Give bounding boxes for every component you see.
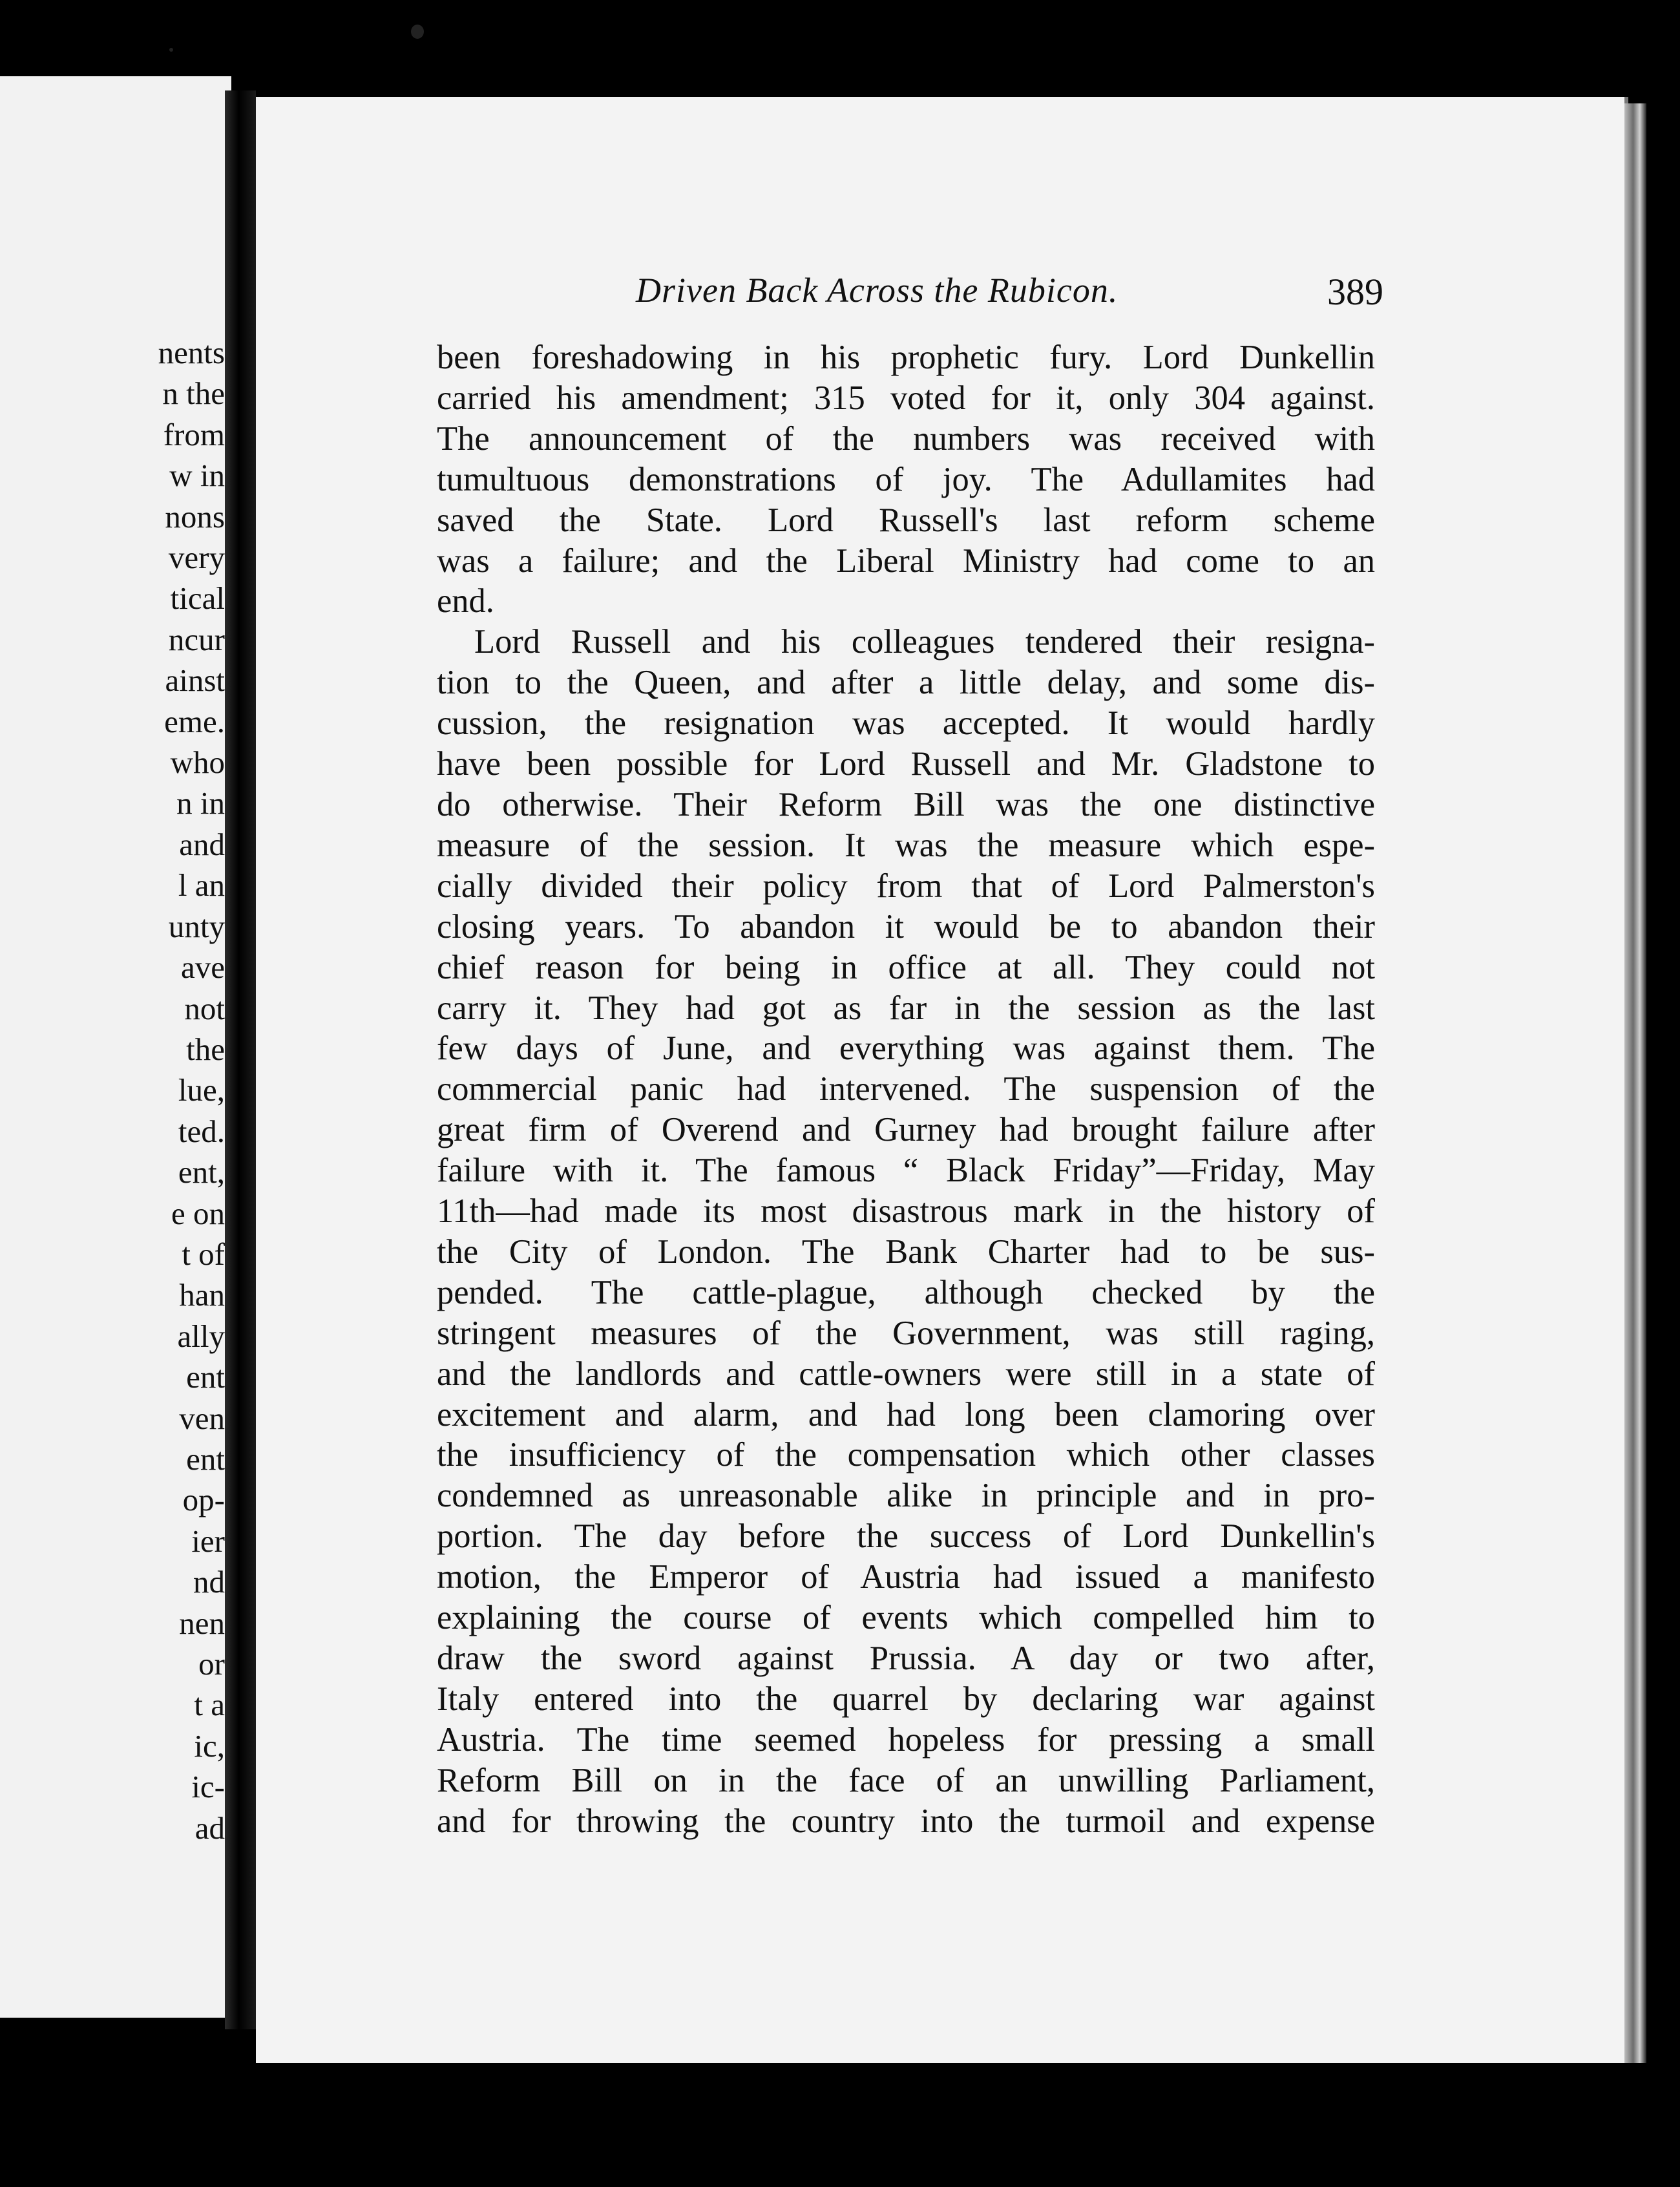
text-line: saved the State. Lord Russell's last reform scheme (437, 501, 1375, 539)
text-line: measure of the session. It was the measure which espe- (437, 826, 1375, 864)
text-line: stringent measures of the Government, was still raging, (437, 1314, 1375, 1352)
dust-speck (169, 48, 173, 52)
text-line: failure with it. The famous “ Black Friday”—Friday, May (437, 1152, 1375, 1190)
text-line: carry it. They had got as far in the session as the last (437, 989, 1375, 1027)
previous-page-line: l an (178, 867, 225, 903)
running-head: Driven Back Across the Rubicon. (636, 271, 1118, 310)
previous-page-line: nd (193, 1564, 225, 1600)
text-line: cially divided their policy from that of Lord Palmerston's (437, 867, 1375, 905)
text-line: do otherwise. Their Reform Bill was the one distinctive (437, 785, 1375, 823)
text-line: was a failure; and the Liberal Ministry had come to an (437, 542, 1375, 580)
text-line: and for throwing the country into the turmoil and expense (437, 1802, 1375, 1840)
previous-page-text (158, 332, 225, 1848)
text-line: motion, the Emperor of Austria had issued a manifesto (437, 1558, 1375, 1596)
previous-page-fragment (0, 76, 231, 2018)
previous-page-line: ent (186, 1359, 225, 1395)
text-line: commercial panic had intervened. The suspension of the (437, 1070, 1375, 1108)
previous-page-line: the (186, 1031, 225, 1067)
previous-page-line: ic- (191, 1769, 225, 1805)
previous-page-line: ncur (168, 621, 225, 657)
previous-page-line: unty (168, 908, 225, 944)
text-line: the insufficiency of the compensation which other classes (437, 1436, 1375, 1474)
text-line: condemned as unreasonable alike in principle and in pro- (437, 1477, 1375, 1515)
text-line: carried his amendment; 315 voted for it, only 304 against. (437, 379, 1375, 417)
previous-page-line: op- (182, 1482, 225, 1518)
previous-page-line: ad (194, 1810, 225, 1846)
previous-page-line: nen (179, 1605, 225, 1641)
text-line: end. (437, 582, 494, 620)
previous-page-line: n in (176, 785, 225, 821)
previous-page-line: e on (171, 1195, 225, 1231)
binding-gutter (225, 90, 256, 2029)
previous-page-line: ted. (178, 1113, 225, 1149)
page-edge (1624, 103, 1646, 2063)
text-line: The announcement of the numbers was received with (437, 419, 1375, 458)
body-text (437, 337, 1375, 1842)
text-line: have been possible for Lord Russell and Mr. Gladstone to (437, 745, 1375, 783)
text-line: chief reason for being in office at all. They could not (437, 948, 1375, 986)
previous-page-line: eme. (164, 703, 225, 739)
text-line: great firm of Overend and Gurney had brought failure after (437, 1111, 1375, 1149)
text-line: Austria. The time seemed hopeless for pressing a small (437, 1720, 1375, 1759)
text-line: the City of London. The Bank Charter had to be sus- (437, 1232, 1375, 1271)
text-line: Lord Russell and his colleagues tendered their resigna- (474, 623, 1375, 661)
text-line: and the landlords and cattle-owners were still in a state of (437, 1355, 1375, 1393)
previous-page-line: very (168, 540, 225, 576)
previous-page-line: ic, (194, 1727, 225, 1764)
previous-page-line: ier (191, 1523, 225, 1559)
text-line: Italy entered into the quarrel by declaring war against (437, 1680, 1375, 1718)
previous-page-line: who (170, 745, 225, 781)
page-number: 389 (1327, 271, 1383, 313)
previous-page-line: nons (165, 498, 225, 534)
text-line: closing years. To abandon it would be to abandon their (437, 907, 1375, 946)
text-line: pended. The cattle-plague, although checked by the (437, 1273, 1375, 1311)
previous-page-line: or (198, 1646, 225, 1682)
previous-page-line: ent, (178, 1154, 225, 1190)
previous-page-line: w in (169, 458, 225, 494)
previous-page-line: ainst (165, 662, 225, 699)
text-line: portion. The day before the success of Lord Dunkellin's (437, 1517, 1375, 1556)
text-line: explaining the course of events which compelled him to (437, 1599, 1375, 1637)
previous-page-line: han (179, 1277, 225, 1313)
text-line: Reform Bill on in the face of an unwilling Parliament, (437, 1761, 1375, 1799)
text-line: 11th—had made its most disastrous mark in the history of (437, 1192, 1375, 1231)
text-line: tion to the Queen, and after a little delay, and some dis- (437, 664, 1375, 702)
text-line: draw the sword against Prussia. A day or two after, (437, 1640, 1375, 1677)
previous-page-line: from (163, 416, 225, 452)
previous-page-line: not (184, 990, 225, 1026)
previous-page-line: lue, (178, 1072, 225, 1108)
previous-page-line: ave (181, 949, 225, 986)
previous-page-line: ent (186, 1441, 225, 1477)
previous-page-line: n the (162, 375, 225, 412)
text-line: excitement and alarm, and had long been clamoring over (437, 1395, 1375, 1433)
previous-page-line: and (179, 826, 225, 862)
dust-speck (411, 25, 424, 39)
text-line: cussion, the resignation was accepted. It would hardly (437, 704, 1375, 743)
text-line: been foreshadowing in his prophetic fury. Lord Dunkellin (437, 339, 1375, 376)
previous-page-line: t of (182, 1236, 225, 1272)
text-line: few days of June, and everything was against them. The (437, 1030, 1375, 1068)
previous-page-line: t a (194, 1687, 225, 1723)
previous-page-line: nents (158, 335, 225, 370)
previous-page-line: ven (179, 1400, 225, 1436)
previous-page-line: ally (177, 1318, 225, 1354)
previous-page-line: tical (170, 580, 225, 617)
text-line: tumultuous demonstrations of joy. The Adullamites had (437, 460, 1375, 498)
